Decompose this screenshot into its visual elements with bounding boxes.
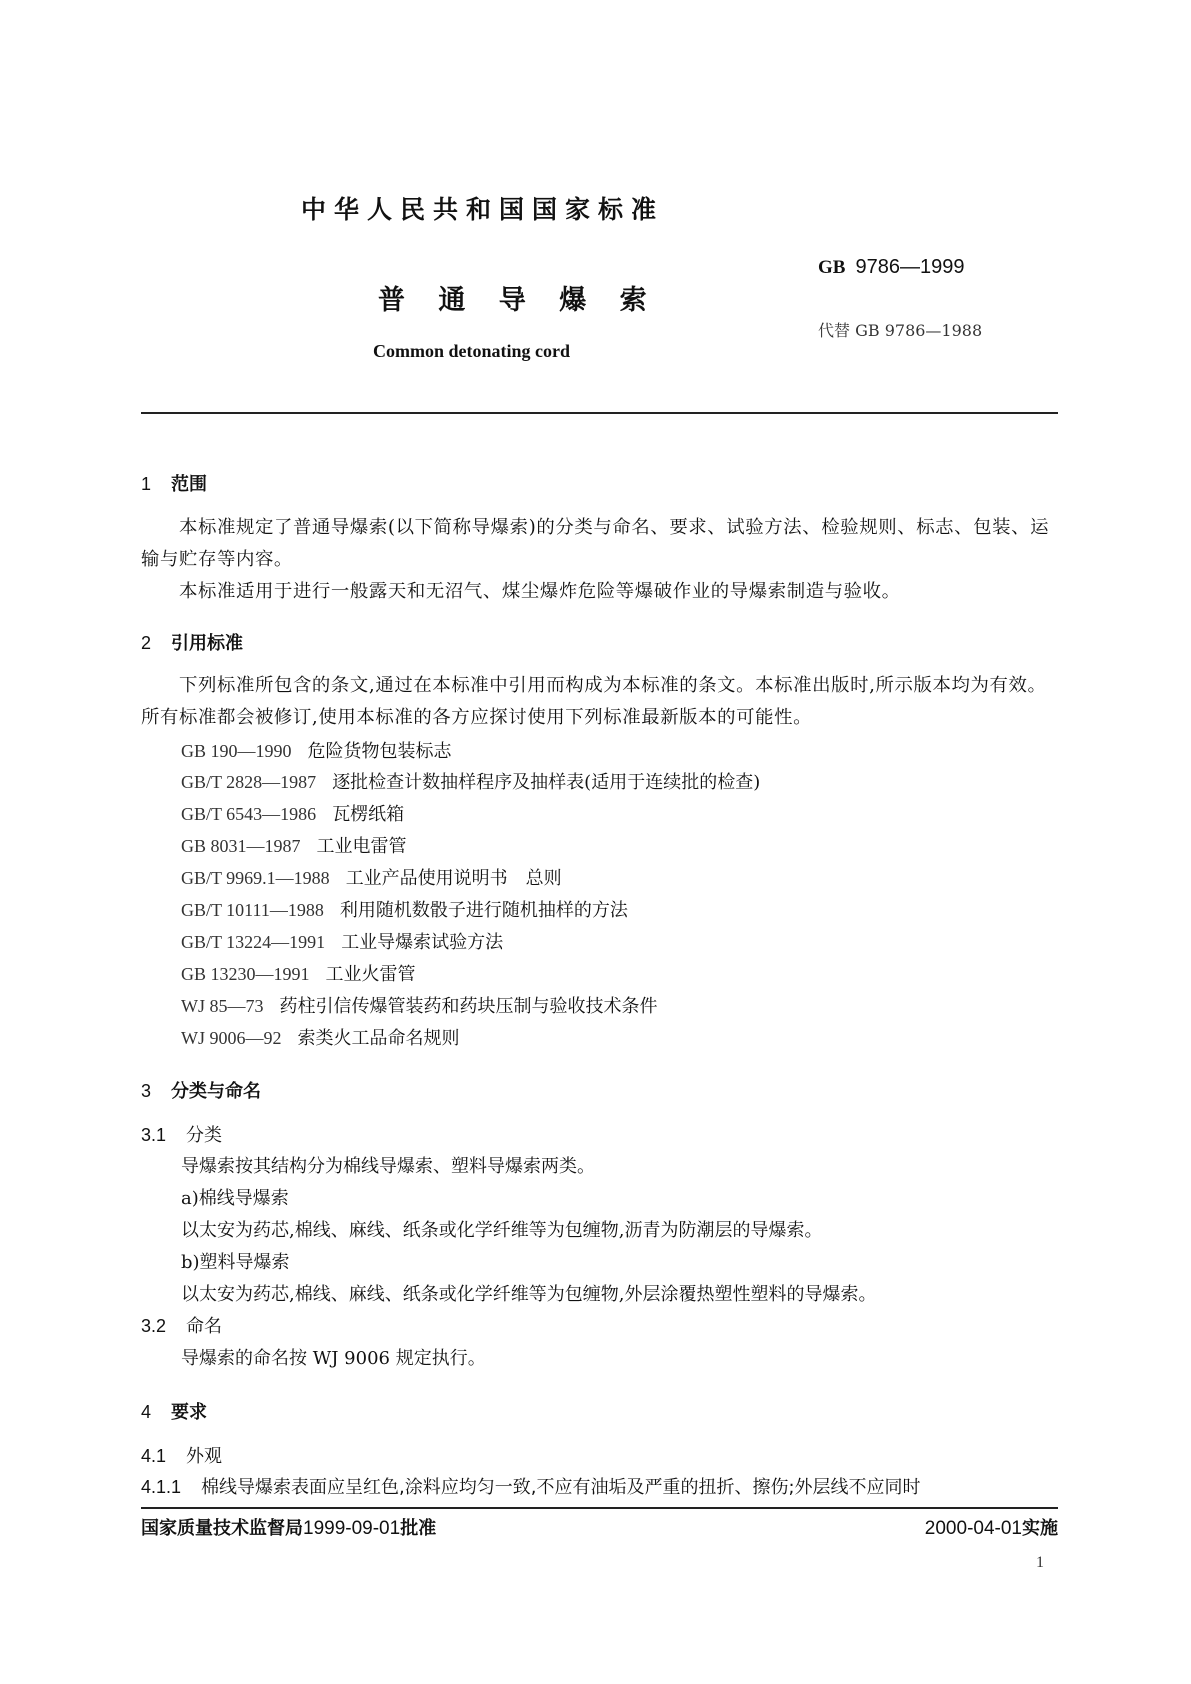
replaces-standard: 代替 GB 9786—1988 <box>818 321 983 340</box>
reference-code: GB/T 2828—1987 <box>181 772 317 792</box>
reference-code: GB/T 6543—1986 <box>181 804 317 824</box>
approval-info <box>141 1514 436 1540</box>
clause-number: 4.1.1 <box>141 1477 182 1497</box>
reference-title: 药柱引信传爆管装药和药块压制与验收技术条件 <box>279 996 658 1017</box>
section-title: 要求 <box>171 1402 208 1423</box>
reference-title: 瓦楞纸箱 <box>332 804 405 825</box>
reference-item <box>181 992 658 1018</box>
footer-divider <box>141 1507 1058 1509</box>
reference-code: WJ 9006—92 <box>181 1028 282 1048</box>
section-2-heading <box>141 629 243 655</box>
clause-4-1-1 <box>141 1473 921 1499</box>
reference-title: 工业电雷管 <box>316 836 407 857</box>
reference-title: 利用随机数骰子进行随机抽样的方法 <box>339 900 628 921</box>
approval-organization: 国家质量技术监督局 <box>141 1518 303 1539</box>
reference-title: 工业火雷管 <box>325 964 416 985</box>
reference-item <box>181 800 404 826</box>
reference-code: WJ 85—73 <box>181 996 264 1016</box>
subsection-number: 3.1 <box>141 1125 167 1145</box>
standard-prefix: GB <box>818 257 846 278</box>
reference-title: 索类火工品命名规则 <box>297 1028 460 1049</box>
subsection-4-1-heading <box>141 1442 222 1468</box>
reference-item <box>181 832 407 858</box>
implementation-date: 2000-04-01 <box>924 1518 1022 1539</box>
approval-label: 批准 <box>400 1518 437 1539</box>
section-title: 分类与命名 <box>171 1081 262 1102</box>
national-standard-title: 中华人民共和国国家标准 <box>301 195 665 224</box>
reference-code: GB 13230—1991 <box>181 964 310 984</box>
section-1-heading <box>141 470 207 496</box>
reference-item <box>181 1024 460 1050</box>
clause-text: 棉线导爆索表面应呈红色,涂料应均匀一致,不应有油垢及严重的扭折、擦伤;外层线不应同时 <box>201 1477 921 1498</box>
section-2-paragraph: 下列标准所包含的条文,通过在本标准中引用而构成为本标准的条文。本标准出版时,所示版本均为有效。所有标准都会被修订,使用本标准的各方应探讨使用下列标准最新版本的可能性。 <box>141 675 1047 728</box>
section-4-heading <box>141 1398 207 1424</box>
header-divider <box>141 412 1058 414</box>
reference-title: 工业产品使用说明书 总则 <box>345 868 562 889</box>
approval-date: 1999-09-01 <box>303 1518 401 1539</box>
reference-code: GB 8031—1987 <box>181 836 301 856</box>
reference-item <box>181 864 562 890</box>
standard-number <box>818 254 964 279</box>
subsection-number: 4.1 <box>141 1446 167 1466</box>
subsection-title: 分类 <box>186 1125 223 1146</box>
reference-code: GB/T 10111—1988 <box>181 900 324 920</box>
implementation-label: 实施 <box>1022 1518 1058 1539</box>
subsection-number: 3.2 <box>141 1316 167 1336</box>
section-number: 3 <box>141 1081 152 1101</box>
page-number: 1 <box>1036 1554 1044 1571</box>
standard-title-en: Common detonating cord <box>373 341 570 361</box>
section-3-heading <box>141 1077 261 1103</box>
reference-item <box>181 960 416 986</box>
reference-item <box>181 768 760 794</box>
standard-code: 9786—1999 <box>855 256 965 278</box>
section-1-paragraph-1: 本标准规定了普通导爆索(以下简称导爆索)的分类与命名、要求、试验方法、检验规则、标志、包装、运输与贮存等内容。 <box>141 517 1050 570</box>
section-number: 2 <box>141 633 152 653</box>
classification-item-b: b)塑料导爆索 <box>181 1252 290 1273</box>
implementation-info <box>925 1514 1058 1540</box>
standard-title-cn: 普 通 导 爆 索 <box>378 285 659 316</box>
classification-item-a: a)棉线导爆索 <box>181 1188 289 1209</box>
classification-item-a-desc: 以太安为药芯,棉线、麻线、纸条或化学纤维等为包缠物,沥青为防潮层的导爆索。 <box>181 1220 823 1241</box>
naming-text: 导爆索的命名按 WJ 9006 规定执行。 <box>181 1348 486 1369</box>
section-title: 引用标准 <box>171 633 244 654</box>
section-1-paragraph-2: 本标准适用于进行一般露天和无沼气、煤尘爆炸危险等爆破作业的导爆索制造与验收。 <box>179 581 901 602</box>
classification-text: 导爆索按其结构分为棉线导爆索、塑料导爆索两类。 <box>181 1156 595 1177</box>
subsection-title: 外观 <box>186 1446 223 1467</box>
subsection-3-1-heading <box>141 1121 222 1147</box>
section-title: 范围 <box>171 474 208 495</box>
reference-item <box>181 737 452 763</box>
subsection-title: 命名 <box>186 1316 223 1337</box>
reference-item <box>181 896 628 922</box>
reference-title: 工业导爆索试验方法 <box>341 932 504 953</box>
subsection-3-2-heading <box>141 1312 222 1338</box>
reference-code: GB 190—1990 <box>181 741 292 761</box>
reference-title: 危险货物包装标志 <box>307 741 452 762</box>
reference-item <box>181 928 503 954</box>
section-number: 4 <box>141 1402 152 1422</box>
reference-code: GB/T 9969.1—1988 <box>181 868 330 888</box>
reference-code: GB/T 13224—1991 <box>181 932 326 952</box>
reference-title: 逐批检查计数抽样程序及抽样表(适用于连续批的检查) <box>332 772 761 793</box>
classification-item-b-desc: 以太安为药芯,棉线、麻线、纸条或化学纤维等为包缠物,外层涂覆热塑性塑料的导爆索。 <box>181 1284 877 1305</box>
section-number: 1 <box>141 474 152 494</box>
